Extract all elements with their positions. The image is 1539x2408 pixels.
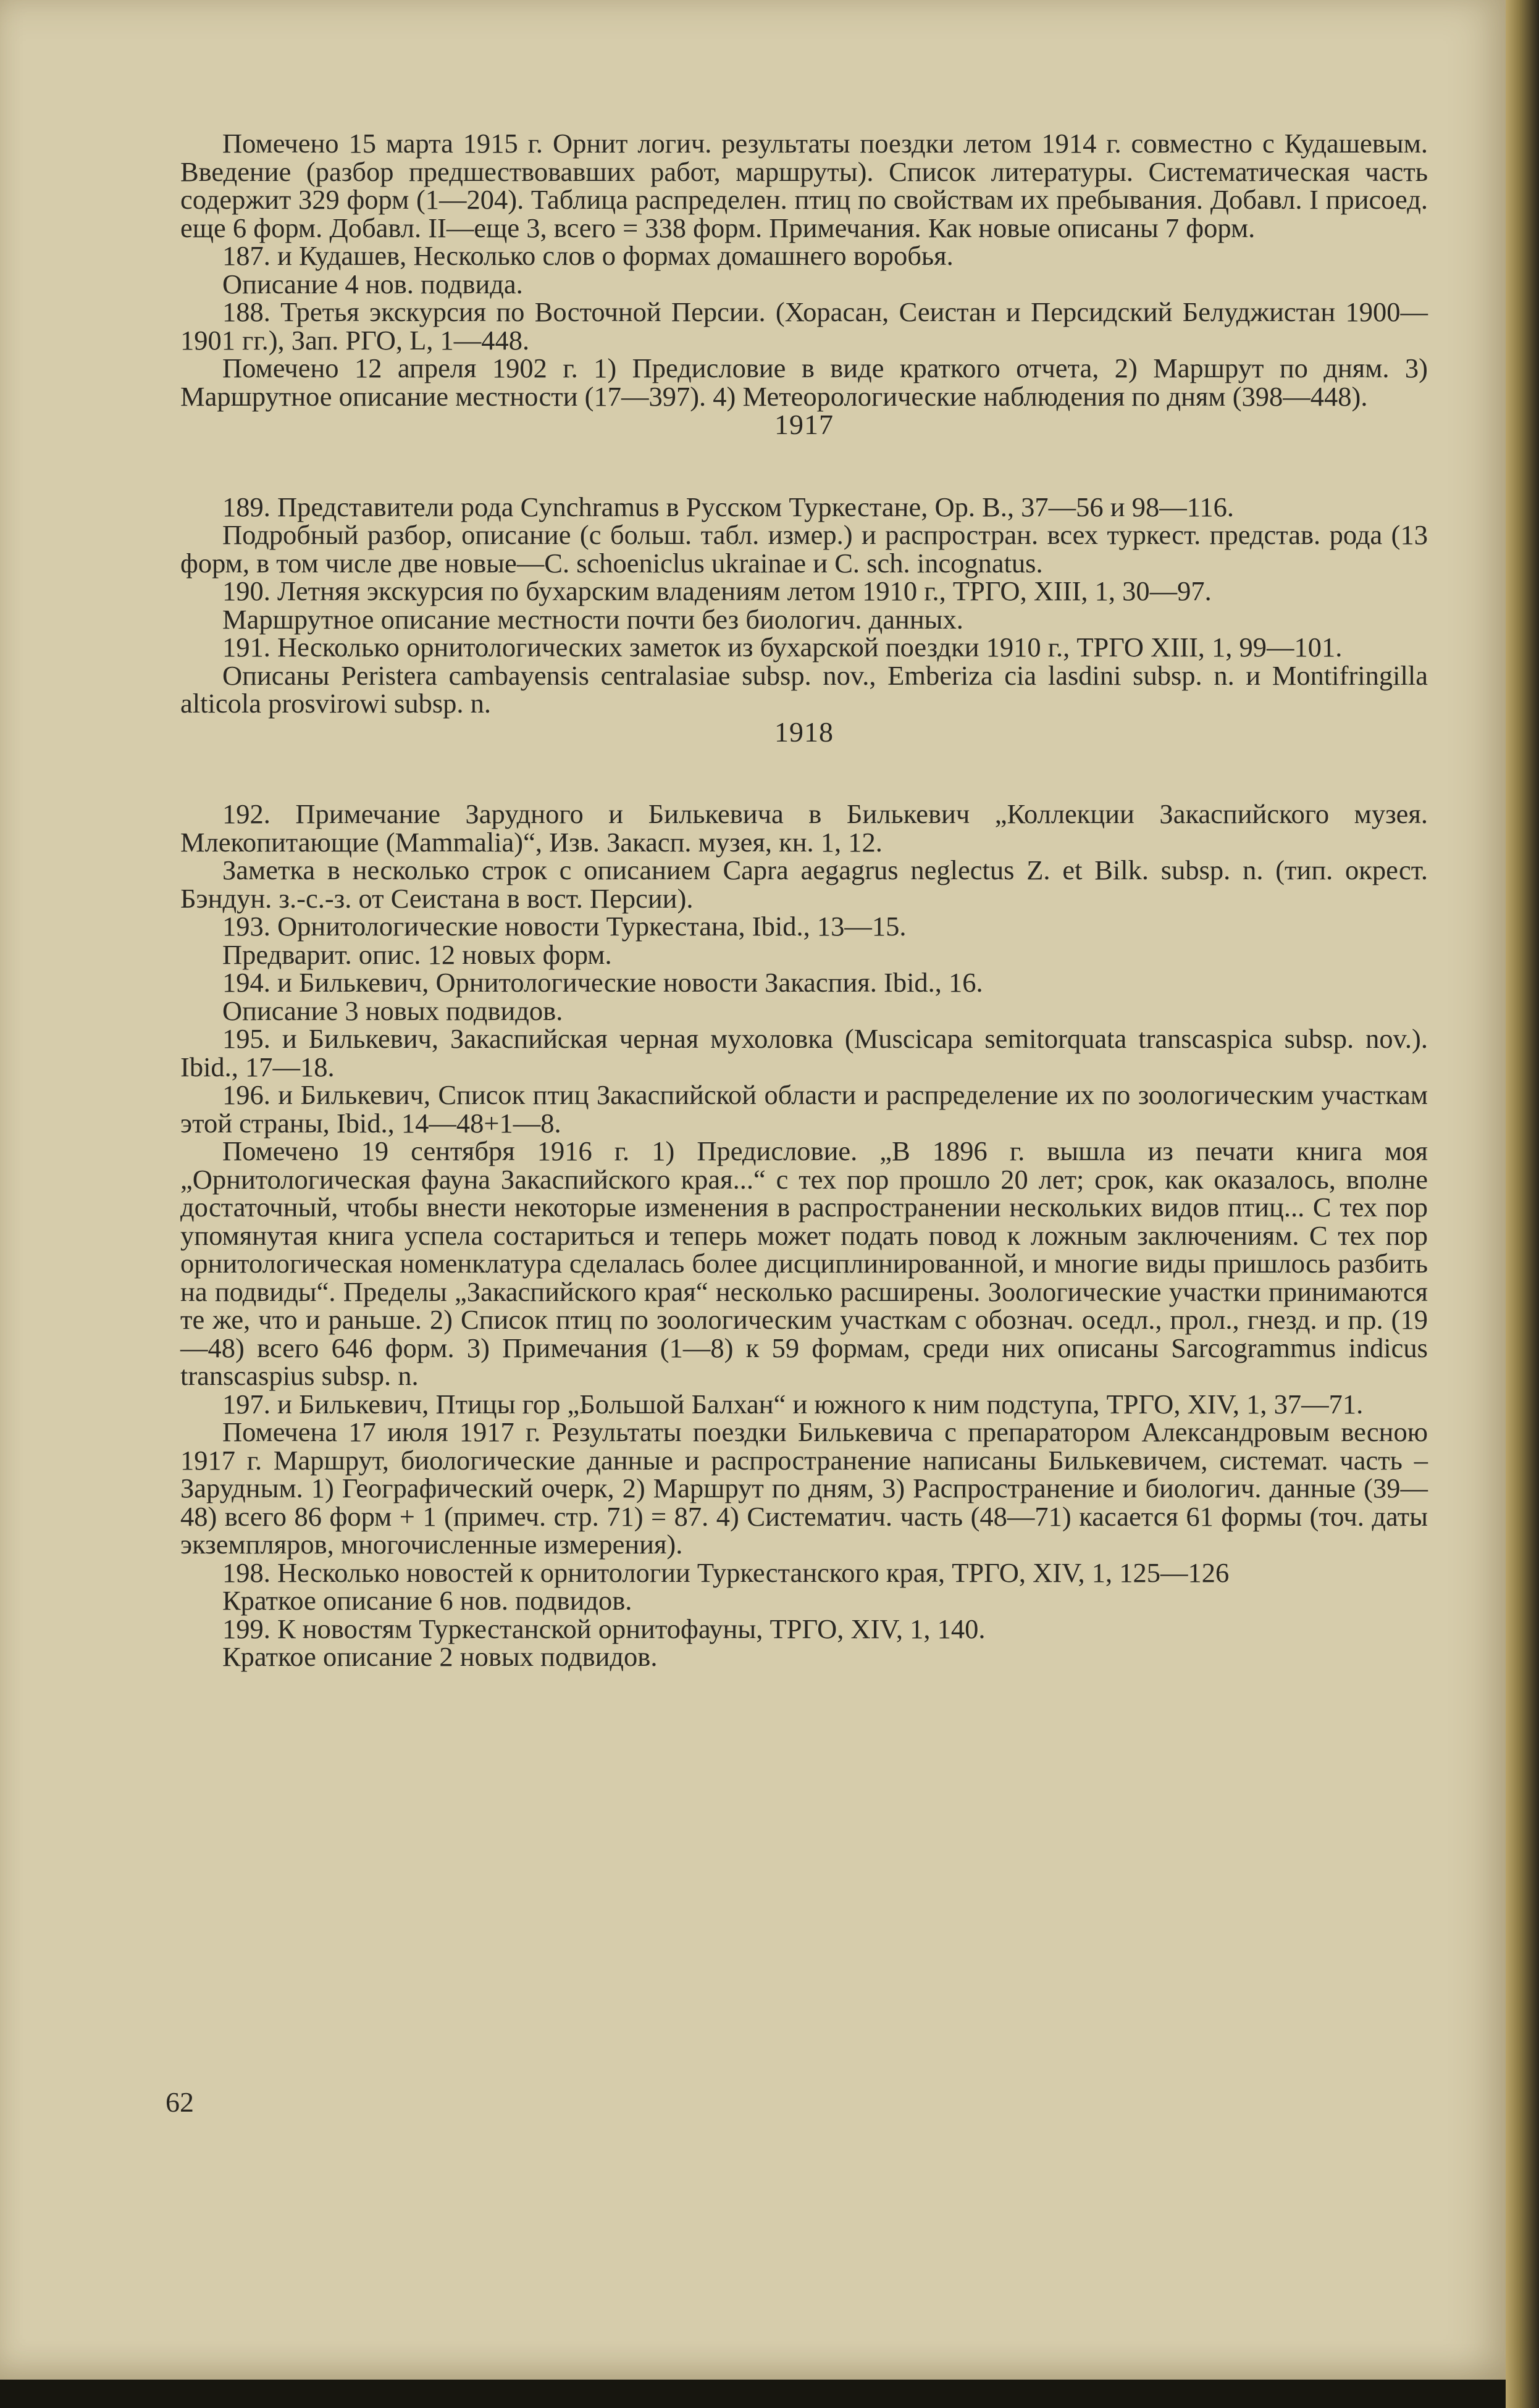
paragraph: 189. Представители рода Cynchramus в Русском Туркестане, Ор. В., 37—56 и 98—116. (222, 491, 1234, 522)
paragraph: Маршрутное описание местности почти без биологич. данных. (222, 603, 963, 635)
paragraph: 193. Орнитологические новости Туркестана, Ibid., 13—15. (222, 911, 907, 942)
paragraph: 190. Летняя экскурсия по бухарским владениям летом 1910 г., ТРГО, XIII, 1, 30—97. (222, 575, 1212, 606)
paragraph: Краткое описание 2 новых подвидов. (222, 1641, 658, 1672)
year-heading-1918: 1918 (774, 716, 834, 748)
paragraph: 194. и Билькевич, Орнитологические новости Закаспия. Ibid., 16. (222, 967, 983, 998)
paragraph: 187. и Кудашев, Несколько слов о формах домашнего воробья. (222, 240, 954, 271)
paragraph: Помечено 12 апреля 1902 г. 1) Предисловие в виде краткого отчета, 2) Маршрут по дням. 3) Маршрутное описание местности (17—397). 4) Метеорологические наблюдения по дням (398—448). (180, 353, 1428, 412)
binding-gutter (1506, 0, 1539, 2408)
year-heading-1917: 1917 (774, 409, 834, 440)
paragraph: Описаны Peristera cambayensis centralasiae subsp. nov., Emberiza cia lasdini subsp. n. и Montifringilla alticola prosvirowi subsp. n. (180, 659, 1428, 719)
page-number: 62 (166, 2086, 194, 2118)
paragraph: 191. Несколько орнитологических заметок из бухарской поездки 1910 г., ТРГО XIII, 1, 99—101. (222, 632, 1343, 663)
paragraph: Помечено 19 сентября 1916 г. 1) Предисловие. „В 1896 г. вышла из печати книга моя „Орнитологическая фауна Закаспийского края...“ с тех пор прошло 20 лет; срок, как оказалось, вполне достаточный, чтобы внести некоторые изменения в распространении нескольких видов птиц... С тех пор упомянутая книга успела состариться и теперь может подать повод к ложным заключениям. С тех пор орнитологическая номенклатура сделалась более дисциплинированной, и многие виды пришлось разбить на подвиды“. Пределы „Закаспийского края“ несколько расширены. Зоологические участки принимаются те же, что и раньше. 2) Список птиц по зоологическим участкам с обознач. оседл., прол., гнезд. и пр. (19—48) всего 646 форм. 3) Примечания (1—8) к 59 формам, среди них описаны Sarcogrammus indicus transcaspius subsp. n. (180, 1135, 1428, 1391)
paragraph: 197. и Билькевич, Птицы гор „Большой Балхан“ и южного к ним подступа, ТРГО, XIV, 1, 37—71. (222, 1388, 1364, 1419)
paragraph: Краткое описание 6 нов. подвидов. (222, 1585, 632, 1616)
paragraph: Помечена 17 июля 1917 г. Результаты поездки Билькевича с препаратором Александровым весною 1917 г. Маршрут, биологические данные и распространение написаны Билькевичем, системат. часть – Зарудным. 1) Географический очерк, 2) Маршрут по дням, 3) Распространение и биологич. данные (39—48) всего 86 форм + 1 (примеч. стр. 71) = 87. 4) Систематич. часть (48—71) касается 61 формы (точ. даты экземпляров, многочисленные измерения). (180, 1416, 1428, 1560)
paragraph: Заметка в несколько строк с описанием Capra aegagrus neglectus Z. et Bilk. subsp. n. (тип. окрест. Бэндун. з.-с.-з. от Сеистана в вост. Персии). (180, 855, 1428, 914)
paragraph: Помечено 15 марта 1915 г. Орнит логич. результаты поездки летом 1914 г. совместно с Кудашевым. Введение (разбор предшествовавших работ, маршруты). Список литературы. Систематическая часть содержит 329 форм (1—204). Таблица распределен. птиц по свойствам их пребывания. Добавл. I присоед. еще 6 форм. Добавл. II—еще 3, всего = 338 форм. Примечания. Как новые описаны 7 форм. (180, 128, 1428, 243)
paragraph: 192. Примечание Зарудного и Билькевича в Билькевич „Коллекции Закаспийского музея. Млекопитающие (Mammalia)“, Изв. Закасп. музея, кн. 1, 12. (180, 798, 1428, 858)
scan-bottom-edge (0, 2380, 1506, 2408)
paragraph: Предварит. опис. 12 новых форм. (222, 939, 612, 970)
paragraph: Описание 3 новых подвидов. (222, 995, 563, 1026)
paragraph: 198. Несколько новостей к орнитологии Туркестанского края, ТРГО, XIV, 1, 125—126 (222, 1557, 1230, 1588)
page-text (180, 130, 1428, 1671)
paragraph: 195. и Билькевич, Закаспийская черная мухоловка (Muscicapa semitorquata transcaspica subsp. nov.). Ibid., 17—18. (180, 1023, 1428, 1082)
paragraph: Подробный разбор, описание (с больш. табл. измер.) и распростран. всех туркест. представ. рода (13 форм, в том числе две новые—C. schoeniclus ukrainae и C. sch. incognatus. (180, 519, 1428, 579)
paragraph: 199. К новостям Туркестанской орнитофауны, ТРГО, XIV, 1, 140. (222, 1613, 986, 1644)
paragraph: 188. Третья экскурсия по Восточной Персии. (Хорасан, Сеистан и Персидский Белуджистан 1900—1901 гг.), Зап. РГО, L, 1—448. (180, 296, 1428, 356)
paragraph: 196. и Билькевич, Список птиц Закаспийской области и распределение их по зоологическим участкам этой страны, Ibid., 14—48+1—8. (180, 1079, 1428, 1139)
paragraph: Описание 4 нов. подвида. (222, 268, 523, 299)
